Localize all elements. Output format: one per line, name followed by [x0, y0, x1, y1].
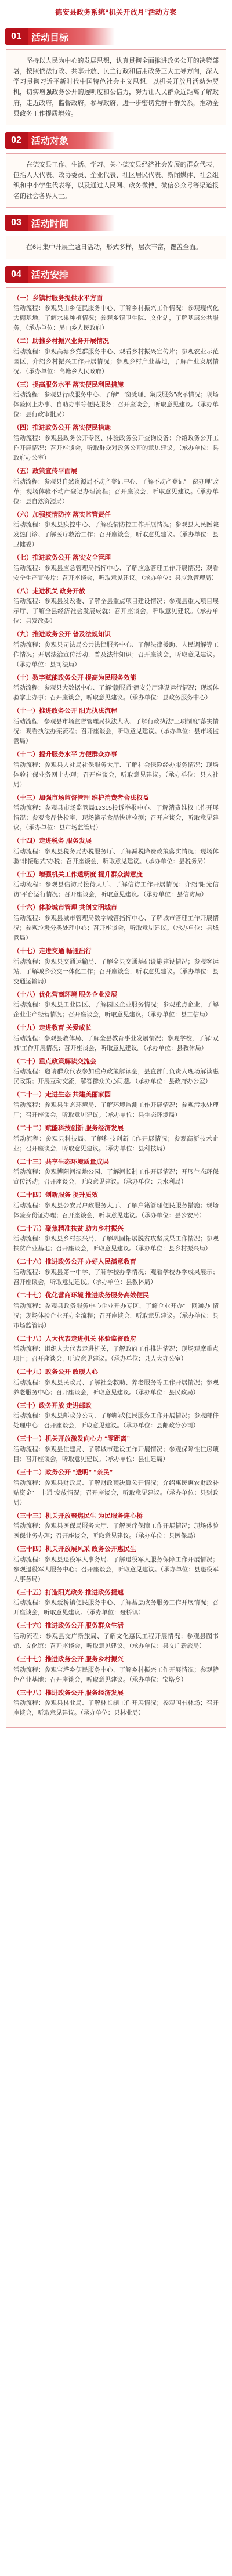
activity-item	[13, 1090, 219, 1120]
activity-heading: （四）推进政务公开 落实便民措施	[13, 424, 111, 432]
activity-description: 活动流程：参观博阳河湿地公园、了解河长制工作开展情况；开展生态环保宣传活动；召开座谈会，听取意见建议。（承办单位：县水利局）	[13, 1168, 219, 1186]
activity-heading: （二十一）走进生态 共建美丽家园	[13, 1091, 111, 1099]
activity-description: 活动流程：参观县市场监督管理局执法大队、了解行政执法“三项制度”落实情况；观看执法办案流程；召开座谈会，听取意见建议。（承办单位：县市场监管局）	[13, 718, 219, 745]
activity-description: 活动流程：组织人大代表走进机关，了解政府工作推进情况；现场观摩重点项目；召开座谈会，听取意见建议。（承办单位：县人大办公室）	[13, 1345, 219, 1363]
section-header	[5, 27, 227, 46]
activity-heading: （十五）增强机关工作透明度 提升群众满意度	[13, 871, 143, 878]
section-title: 活动时间	[28, 215, 115, 231]
activity-description: 活动流程：参观高塘乡党群服务中心、观看乡村振兴宣传片；参观农业示范园区，介绍乡村振兴工作开展情况；参观乡村产业基地，了解产业发展情况。（承办单位：高塘乡人民政府）	[13, 348, 219, 375]
activity-description: 活动流程：参观县城市管理局数字城管指挥中心、了解城市管理工作开展情况；参观垃圾分类处理中心；召开座谈会，听取意见建议。（承办单位：县城管局）	[13, 915, 219, 942]
section-content-box	[6, 153, 226, 208]
section-paragraph: 在德安县工作、生活、学习、关心德安县经济社会发展的群众代表，包括人大代表、政协委员、企业代表、社区居民代表、新闻媒体、社会组织和中小学生代表等，以及通过人民网、政务微博、微信公众号等渠道报名的社会各界人士。	[13, 161, 219, 200]
activity-item	[13, 836, 219, 867]
sections-container	[0, 27, 232, 1728]
activity-description: 活动流程：参观县退役军人事务局、了解退役军人服务保障工作开展情况；参观退役军人服务中心；召开座谈会，听取意见建议。（承办单位：县退役军人事务局）	[13, 1556, 219, 1583]
activity-item	[13, 337, 219, 377]
activity-description: 活动流程：参观县疾控中心、了解疫情防控工作开展情况；参观县人民医院发热门诊、了解医疗救治工作；召开座谈会，听取意见建议。（承办单位：县卫健委）	[13, 521, 219, 549]
activity-heading: （二十八）人大代表走进机关 体验监督政府	[13, 1335, 137, 1343]
activity-description: 活动流程：参观县交通运输局、了解全县交通基础设施建设情况；参观客运站、了解城乡公交一体化工作；召开座谈会，听取意见建议。（承办单位：县交通运输局）	[13, 958, 219, 985]
activity-heading: （二十五）聚焦精准扶贫 助力乡村振兴	[13, 1225, 124, 1232]
activity-heading: （三十八）推进政务公开 服务经济发展	[13, 1689, 124, 1697]
activity-item	[13, 903, 219, 943]
activity-item	[13, 1257, 219, 1287]
activity-item	[13, 990, 219, 1020]
activity-description: 活动流程：参观县大数据中心、了解“赣服通”德安分厅建设运行情况；现场体验掌上办事；召开座谈会，听取意见建议。（承办单位：县政务服务中心）	[13, 684, 219, 702]
activity-description: 活动流程：参观县教体局、了解全县教育事业发展情况；参观学校，了解“双减”工作开展情况；召开座谈会，听取意见建议。（承办单位：县教体局）	[13, 1034, 219, 1052]
activity-description: 活动流程：参观县工业园区、了解园区企业服务情况；参观重点企业，了解企业生产经营情况；召开座谈会，听取意见建议。（承办单位：县工信局）	[13, 1001, 219, 1019]
activity-heading: （三十六）推进政务公开 服务群众生活	[13, 1622, 124, 1630]
section-number: 03	[5, 215, 28, 231]
activity-heading: （七）推进政务公开 落实安全管理	[13, 554, 111, 562]
section-content-box	[6, 49, 226, 125]
activity-heading: （二）助推乡村振兴业务开展情况	[13, 338, 109, 345]
section-content-box	[6, 236, 226, 259]
section-number: 01	[5, 28, 28, 45]
section-header	[5, 131, 227, 150]
activity-item	[13, 706, 219, 746]
activity-heading: （二十二）赋能科技创新 服务经济发展	[13, 1125, 124, 1132]
section-number: 04	[5, 266, 28, 283]
activity-heading: （九）推进政务公开 普及法规知识	[13, 631, 111, 638]
activity-item	[13, 423, 219, 463]
activity-heading: （二十四）创新服务 提升质效	[13, 1192, 99, 1199]
activity-description: 活动流程：参观县第一中学、了解学校办学情况；观看学校办学成果展示；召开座谈会，听取意见建议。（承办单位：县教体局）	[13, 1268, 219, 1286]
activity-heading: （十六）体验城市管理 共创文明城市	[13, 904, 118, 912]
activity-heading: （五）政策宣传平面展	[13, 467, 77, 475]
activity-description: 活动流程：参观县林业局、了解林长制工作开展情况；参观国有林场；召开座谈会，听取意见建议。（承办单位：县林业局）	[13, 1700, 219, 1717]
activity-item	[13, 1511, 219, 1542]
activity-description: 活动流程：参观县自然资源局不动产登记中心、了解不动产登记“一窗办理”改革；现场体验不动产登记办理流程；召开座谈会，听取意见建议。（承办单位：县自然资源局）	[13, 478, 219, 505]
activity-item	[13, 947, 219, 987]
activity-description: 活动流程：参观县市场监管局12315投诉举报中心、了解消费维权工作开展情况；参观食品快检室，现场演示食品快速检测；召开座谈会，听取意见建议。（承办单位：县市场监管局）	[13, 804, 219, 832]
activity-item	[13, 870, 219, 900]
activity-heading: （十四）走进税务 服务发展	[13, 838, 92, 845]
activity-heading: （八）走进机关 政务开放	[13, 587, 86, 595]
activity-item	[13, 1334, 219, 1365]
document-title: 德安县政务系统“机关开放月”活动方案	[55, 8, 177, 16]
activity-item	[13, 1291, 219, 1331]
activity-item	[13, 750, 219, 790]
activity-heading: （三十四）机关开放展风采 政务公开惠民生	[13, 1546, 137, 1553]
activity-item	[13, 1023, 219, 1054]
activity-heading: （十八）优化营商环境 服务企业发展	[13, 991, 118, 998]
activity-description: 活动流程：参观县税务局办税服务厅、了解减税降费政策落实情况；现场体验“非接触式”办税；召开座谈会，听取意见建议。（承办单位：县税务局）	[13, 847, 219, 865]
activity-item	[13, 630, 219, 670]
activity-heading: （十）数字赋能政务公开 提高为民服务效能	[13, 674, 137, 681]
activity-description: 活动流程：参观县生态环境局、了解环境监测工作开展情况；参观污水处理厂；召开座谈会，听取意见建议。（承办单位：县生态环境局）	[13, 1102, 219, 1119]
activity-description: 活动流程：参观县行政服务中心、了解“一窗受理、集成服务”改革情况；现场体验网上办事、自助办事等便民服务；召开座谈会，听取意见建议。（承办单位：县行政审批局）	[13, 391, 219, 418]
activity-description: 活动流程：参观县司法局公共法律服务中心、了解法律援助、人民调解等工作情况；开展法治宣传活动，普及法律知识；召开座谈会，听取意见建议。（承办单位：县司法局）	[13, 641, 219, 668]
activity-heading: （二十）重点政策解读交流会	[13, 1058, 96, 1065]
activity-heading: （十二）提升服务水平 方便群众办事	[13, 751, 118, 759]
activity-heading: （三）提高服务水平 落实便民利民措施	[13, 381, 124, 388]
activity-heading: （六）加强疫情防控 落实监管责任	[13, 511, 111, 518]
activity-item	[13, 294, 219, 334]
activity-heading: （二十九）政务公开 政暖人心	[13, 1369, 99, 1376]
activity-item	[13, 467, 219, 507]
activity-description: 活动流程：参观吴山乡便民服务中心、了解乡村振兴工作情况；参观现代化大棚基地，了解水果种植情况；参观乡镇卫生院、文化站，了解基层公共服务。（承办单位：吴山乡人民政府）	[13, 305, 219, 332]
activity-item	[13, 1468, 219, 1508]
activity-heading: （三十五）打造阳光政务 推进政务提速	[13, 1589, 124, 1596]
activity-description: 活动流程：参观县人社局社保服务大厅、了解社会保险经办服务情况；现场体验社保业务网上办理；召开座谈会，听取意见建议。（承办单位：县人社局）	[13, 761, 219, 788]
activity-heading: （一）乡镇村服务提供水平方面	[13, 294, 103, 302]
activity-item	[13, 1190, 219, 1221]
activity-heading: （十一）推进政务公开 阳光执法流程	[13, 708, 118, 715]
activity-item	[13, 553, 219, 583]
activity-description: 活动流程：参观县乡村振兴局、了解巩固拓展脱贫攻坚成果工作情况；参观扶贫产业基地；召开座谈会，听取意见建议。（承办单位：县乡村振兴局）	[13, 1235, 219, 1253]
activity-heading: （二十七）优化营商环境 推进政务服务高效便民	[13, 1291, 150, 1299]
activity-heading: （三十）政务开放 走进邮政	[13, 1402, 92, 1409]
activity-item	[13, 1368, 219, 1398]
activity-item	[13, 380, 219, 420]
activity-item	[13, 1224, 219, 1254]
activity-heading: （二十六）推进政务公开 办好人民满意教育	[13, 1258, 137, 1266]
activity-item	[13, 1157, 219, 1188]
activity-heading: （三十七）推进政务公开 服务乡村振兴	[13, 1655, 124, 1663]
activity-heading: （十三）加强市场监督管理 维护消费者合法权益	[13, 794, 150, 802]
activity-heading: （三十三）机关开放聚焦民生 为民服务连心桥	[13, 1512, 143, 1520]
activity-description: 活动流程：邀请群众代表参加重点政策解读会，县直部门负责人现场解读惠民政策；开展互动交流，解答群众关心问题。（承办单位：县政府办公室）	[13, 1068, 219, 1085]
activity-item	[13, 673, 219, 703]
activity-description: 活动流程：参观县文广新旅局、了解文化惠民工程开展情况；参观县图书馆、文化馆；召开座谈会，听取意见建议。（承办单位：县文广新旅局）	[13, 1632, 219, 1650]
activity-description: 活动流程：参观县科技局、了解科技创新工作开展情况；参观高新技术企业；召开座谈会，听取意见建议。（承办单位：县科技局）	[13, 1135, 219, 1152]
activity-description: 活动流程：参观县财政局、了解财政预决算公开情况；介绍惠民惠农财政补贴资金“一卡通”发放情况；召开座谈会，听取意见建议。（承办单位：县财政局）	[13, 1479, 219, 1506]
activity-item	[13, 587, 219, 627]
activity-item	[13, 1588, 219, 1618]
activity-description: 活动流程：参观县信访局接待大厅、了解信访工作开展情况；介绍“阳光信访”平台运行情况；召开座谈会，听取意见建议。（承办单位：县信访局）	[13, 881, 219, 899]
activity-heading: （二十三）共享生态环境质量成果	[13, 1158, 109, 1166]
section-title: 活动对象	[28, 132, 115, 149]
section-paragraph: 坚持以人民为中心的发展思想，认真贯彻全面推进政务公开的决策部署，按照依法行政、共享开放、民主行政和信用政务三大主导方向，深入学习贯彻习近平新时代中国特色社会主义思想，以机关开放月活动为契机，切实增强政务公开的透明度和公信力，努力让人民群众近距离了解政府，走近政府，监督政府，参与政府，进一步密切党群干群关系，推动全县政务工作提质增效。	[13, 57, 219, 117]
activity-description: 活动流程：参观县应急管理局指挥中心、了解应急管理工作开展情况；观看安全生产宣传片；召开座谈会，听取意见建议。（承办单位：县应急管理局）	[13, 564, 219, 582]
activity-item	[13, 1545, 219, 1585]
activity-description: 活动流程：参观县邮政分公司、了解邮政便民服务工作开展情况；参观邮件处理中心；召开座谈会，听取意见建议。（承办单位：县邮政分公司）	[13, 1412, 219, 1430]
activity-heading: （三十二）政务公开 “透明” “亲民”	[13, 1469, 113, 1476]
activity-item	[13, 1689, 219, 1719]
section-content-box	[6, 287, 226, 1729]
section-header	[5, 214, 227, 232]
activity-heading: （十九）走进教育 关爱成长	[13, 1024, 92, 1032]
activity-description: 活动流程：参观县政务服务中心企业开办专区、了解企业开办“一网通办”情况；现场体验企业开办全流程；召开座谈会，听取意见建议。（承办单位：县市场监管局）	[13, 1302, 219, 1329]
activity-item	[13, 1057, 219, 1087]
activity-heading: （十七）走进交通 畅通出行	[13, 948, 92, 955]
activity-description: 活动流程：参观县民政局、了解社会救助、养老服务等工作开展情况；参观养老服务中心；召开座谈会，听取意见建议。（承办单位：县民政局）	[13, 1379, 219, 1396]
activity-description: 活动流程：参观县政务公开专区、体验政务公开查询设备；介绍政务公开工作开展情况；召开座谈会，听取群众对政务公开的意见建议。（承办单位：县政府办公室）	[13, 434, 219, 461]
activity-description: 活动流程：参观县医保局服务大厅、了解医疗保障工作开展情况；现场体验医保业务办理；召开座谈会，听取意见建议。（承办单位：县医保局）	[13, 1522, 219, 1540]
activity-description: 活动流程：参观聂桥镇便民服务中心、了解基层政务服务工作开展情况；召开座谈会，听取意见建议。（承办单位：聂桥镇）	[13, 1599, 219, 1617]
section-paragraph: 在6月集中开展主题日活动，形式多样，层次丰富，覆盖全面。	[26, 244, 202, 251]
activity-item	[13, 1434, 219, 1464]
section-title: 活动目标	[28, 28, 115, 45]
activity-item	[13, 1124, 219, 1154]
section-number: 02	[5, 132, 28, 149]
activity-item	[13, 793, 219, 834]
section-title: 活动安排	[28, 266, 115, 283]
activity-description: 活动流程：参观县发改委、了解全县重点项目建设情况；参观县重大项目展示厅、了解全县经济社会发展成就；召开座谈会，听取意见建议。（承办单位：县发改委）	[13, 598, 219, 625]
activity-item	[13, 1401, 219, 1431]
activity-item	[13, 1621, 219, 1651]
activity-item	[13, 510, 219, 550]
activity-item	[13, 1655, 219, 1685]
activity-description: 活动流程：参观县公安局户政服务大厅、了解户籍管理便民服务措施；现场体验身份证办理；召开座谈会，听取意见建议。（承办单位：县公安局）	[13, 1202, 219, 1219]
activity-description: 活动流程：参观县住建局、了解城市建设工作开展情况；参观保障性住房项目；召开座谈会，听取意见建议。（承办单位：县住建局）	[13, 1445, 219, 1463]
activity-description: 活动流程：参观宝塔乡便民服务中心、了解乡村振兴工作开展情况；参观特色产业基地；召开座谈会，听取意见建议。（承办单位：宝塔乡）	[13, 1666, 219, 1683]
activity-heading: （三十一）机关开放激发向心力 “零距离”	[13, 1435, 130, 1443]
section-header	[5, 265, 227, 284]
